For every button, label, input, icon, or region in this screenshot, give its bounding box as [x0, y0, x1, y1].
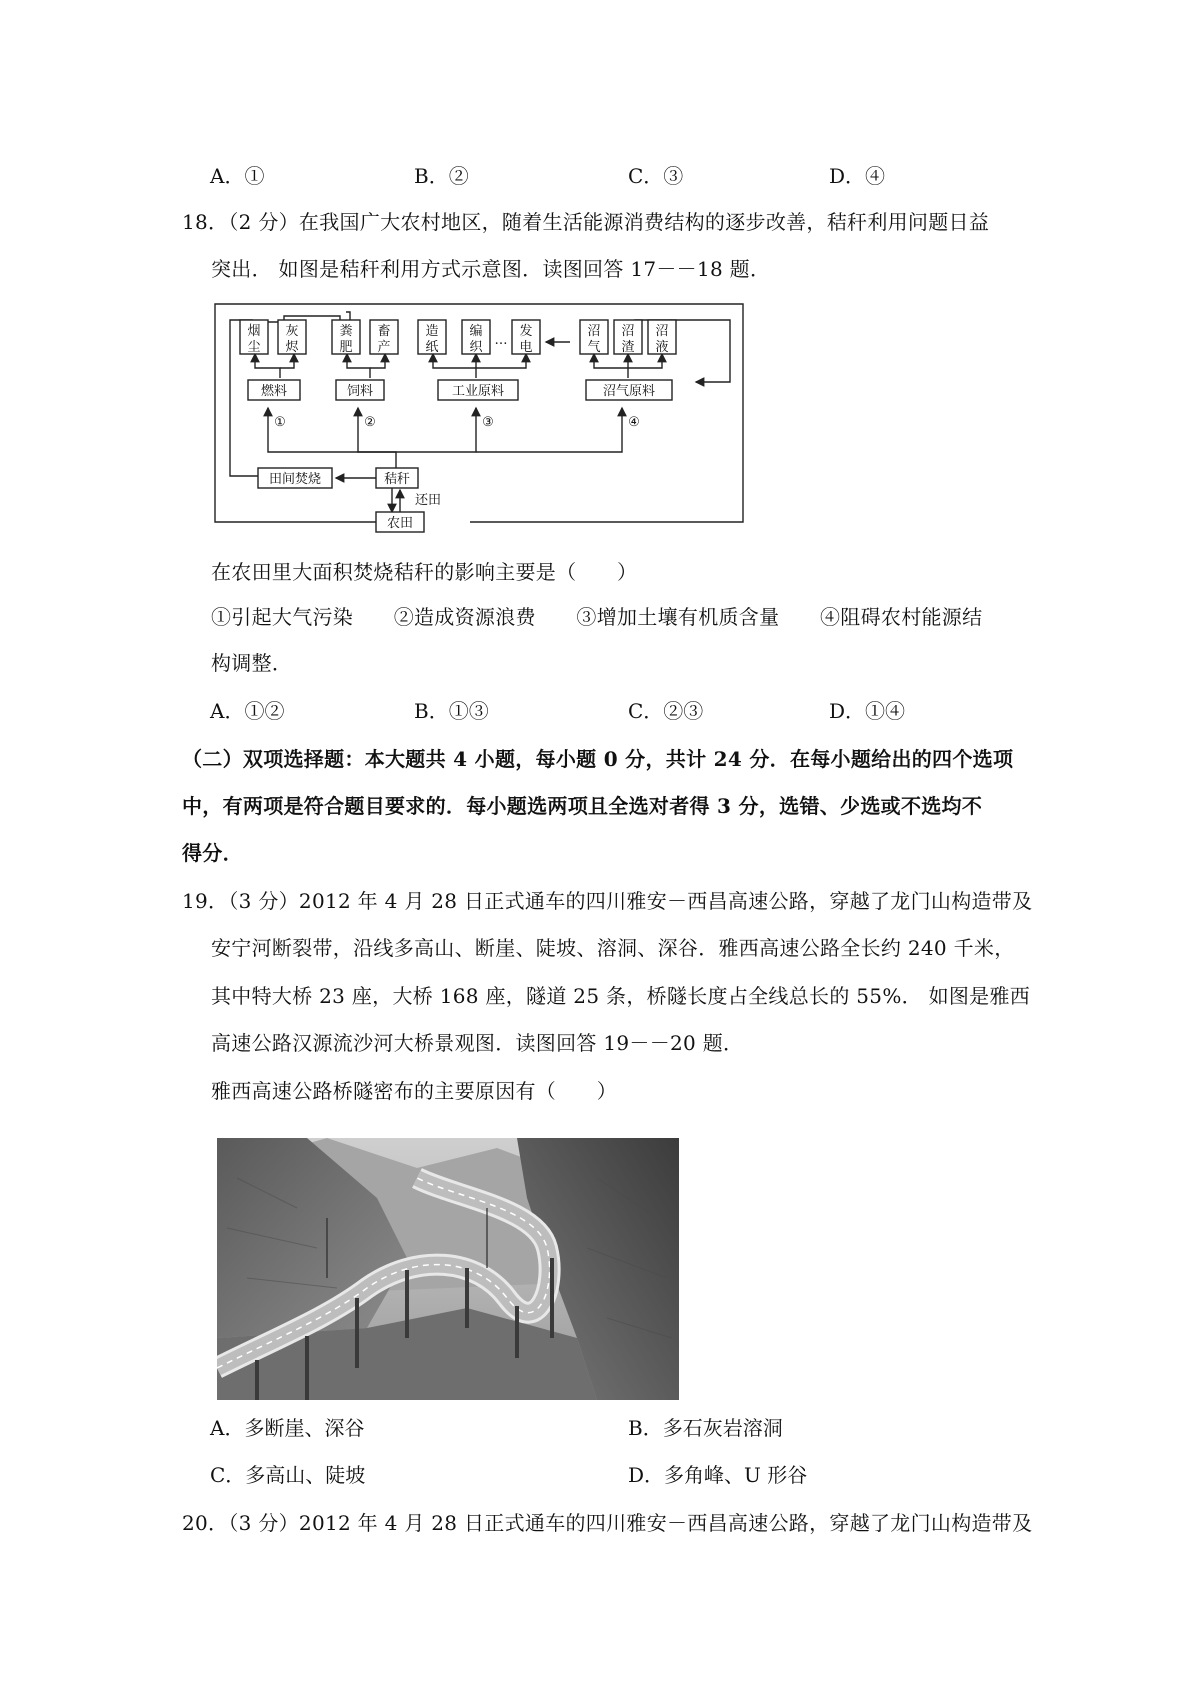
box-fenfei-2: 肥 [339, 340, 353, 355]
box-bianzhi-2: 织 [469, 340, 483, 355]
circle-1: ① [274, 415, 286, 430]
circle-2: ② [364, 415, 376, 430]
box-fenfei-1: 粪 [339, 324, 353, 339]
box-zhaozha-1: 沼 [621, 324, 635, 339]
box-yanchen-2: 尘 [247, 340, 261, 355]
box-xuchan-1: 畜 [377, 324, 391, 339]
q19-option-d: D．多角峰、U 形谷 [628, 1463, 808, 1487]
q18-question: 在农田里大面积焚烧秸秆的影响主要是（ ） [211, 560, 638, 584]
box-fadian-1: 发 [519, 324, 533, 339]
section2-line1: （二）双项选择题：本大题共 4 小题，每小题 0 分，共计 24 分．在每小题给出的四个选项 [182, 747, 1014, 771]
box-siliao: 饲料 [346, 384, 374, 399]
box-zhaoye-2: 液 [655, 340, 669, 355]
circle-4: ④ [628, 415, 640, 430]
box-zaozhi-1: 造 [425, 324, 439, 339]
box-ellipsis: … [494, 333, 508, 348]
q17-option-c: C．③ [628, 164, 684, 188]
q19-option-c: C．多高山、陡坡 [210, 1463, 366, 1487]
box-huijin-1: 灰 [285, 324, 299, 339]
box-fadian-2: 电 [519, 340, 533, 355]
box-zhaoqiyuan: 沼气原料 [602, 384, 656, 399]
q18-stem-line2: 突出． 如图是秸秆利用方式示意图．读图回答 17－－18 题． [211, 257, 771, 281]
section2-line3: 得分． [182, 841, 243, 865]
box-gongye: 工业原料 [451, 384, 505, 399]
box-huijin-2: 烬 [285, 340, 299, 355]
box-xuchan-2: 产 [377, 340, 391, 355]
q18-stem-line1: 18．（2 分）在我国广大农村地区，随着生活能源消费结构的逐步改善，秸秆利用问题日益 [182, 210, 990, 234]
q19-option-a: A．多断崖、深谷 [210, 1416, 365, 1440]
q19-line1: 19．（3 分）2012 年 4 月 28 日正式通车的四川雅安－西昌高速公路，穿越了龙门山构造带及 [182, 889, 1033, 913]
section2-line2: 中，有两项是符合题目要求的．每小题选两项且全选对者得 3 分，选错、少选或不选均不 [182, 794, 983, 818]
q19-line2: 安宁河断裂带，沿线多高山、断崖、陡坡、溶洞、深谷．雅西高速公路全长约 240 千米， [211, 936, 1015, 960]
q18-option-d: D．①④ [829, 699, 906, 723]
q18-statements-line1: ①引起大气污染 ②造成资源浪费 ③增加土壤有机质含量 ④阻碍农村能源结 [211, 605, 983, 629]
box-zhaozha-2: 渣 [621, 340, 635, 355]
q18-statements-line2: 构调整． [211, 651, 293, 675]
q19-question: 雅西高速公路桥隧密布的主要原因有（ ） [211, 1079, 617, 1103]
q18-option-c: C．②③ [628, 699, 704, 723]
circle-3: ③ [482, 415, 494, 430]
box-zaozhi-2: 纸 [425, 340, 439, 355]
q18-option-b: B．①③ [414, 699, 489, 723]
q20-line1: 20．（3 分）2012 年 4 月 28 日正式通车的四川雅安－西昌高速公路，穿越了龙门山构造带及 [182, 1511, 1033, 1535]
box-zhaoye-1: 沼 [655, 324, 669, 339]
box-ranliao: 燃料 [260, 384, 288, 399]
q17-option-d: D．④ [829, 164, 886, 188]
q19-line4: 高速公路汉源流沙河大桥景观图．读图回答 19－－20 题． [211, 1031, 744, 1055]
q17-option-b: B．② [414, 164, 469, 188]
box-jiegan: 秸秆 [383, 472, 411, 487]
box-zhaoqi-1: 沼 [587, 324, 601, 339]
box-tianjian: 田间焚烧 [268, 472, 322, 487]
box-nongtian: 农田 [386, 516, 414, 531]
box-zhaoqi-2: 气 [587, 340, 601, 355]
q18-option-a: A．①② [210, 699, 285, 723]
q19-line3: 其中特大桥 23 座，大桥 168 座，隧道 25 条，桥隧长度占全线总长的 55%． 如图是雅西 [211, 984, 1031, 1008]
straw-use-diagram [210, 298, 750, 542]
box-bianzhi-1: 编 [469, 324, 483, 339]
box-yanchen-1: 烟 [247, 324, 261, 339]
q19-option-b: B．多石灰岩溶洞 [628, 1416, 783, 1440]
highway-bridge-photo [217, 1138, 679, 1400]
q17-option-a: A．① [210, 164, 265, 188]
label-huantian: 还田 [414, 493, 442, 508]
